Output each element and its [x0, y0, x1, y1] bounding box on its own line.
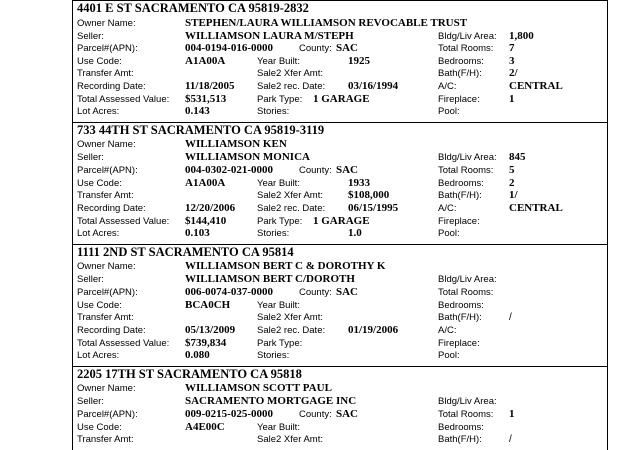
owner-value: WILLIAMSON BERT C & DOROTHY K: [185, 260, 386, 272]
bldg-area-label: Bldg/Liv Area:: [438, 31, 497, 42]
record-row: [72, 349, 608, 362]
bath-label: Bath(F/H):: [438, 434, 482, 445]
total-rooms-value: 5: [509, 164, 515, 176]
sale2-rec-label: Sale2 rec. Date:: [257, 325, 326, 336]
use-code-label: Use Code:: [77, 178, 122, 189]
seller-label: Seller:: [77, 31, 104, 42]
pool-label: Pool:: [438, 228, 460, 239]
assessed-label: Total Assessed Value:: [77, 94, 170, 105]
bath-value: /: [509, 312, 512, 323]
park-type-label: Park Type:: [257, 338, 303, 349]
assessed-label: Total Assessed Value:: [77, 216, 170, 227]
property-record: [72, 122, 608, 241]
record-row: [72, 260, 608, 273]
use-code-value: BCA0CH: [185, 299, 231, 311]
recording-value: 11/18/2005: [185, 80, 235, 92]
use-code-value: A4E00C: [185, 421, 225, 433]
sale2-xfer-value: $108,000: [348, 189, 390, 201]
county-label: County:: [299, 165, 332, 176]
assessed-value: $739,834: [185, 337, 227, 349]
bath-label: Bath(F/H):: [438, 190, 482, 201]
parcel-value: 009-0215-025-0000: [185, 408, 273, 420]
bldg-area-value: 1,800: [509, 30, 534, 42]
seller-value: WILLIAMSON BERT C/DOROTH: [185, 273, 355, 285]
lot-label: Lot Acres:: [77, 228, 120, 239]
county-label: County:: [299, 43, 332, 54]
parcel-value: 004-0302-021-0000: [185, 164, 273, 176]
transfer-label: Transfer Amt:: [77, 312, 134, 323]
county-value: SAC: [336, 164, 359, 176]
use-code-value: A1A00A: [185, 55, 226, 67]
sale2-xfer-label: Sale2 Xfer Amt:: [257, 190, 324, 201]
sale2-xfer-label: Sale2 Xfer Amt:: [257, 312, 324, 323]
transfer-label: Transfer Amt:: [77, 434, 134, 445]
bldg-area-label: Bldg/Liv Area:: [438, 152, 497, 163]
property-address: 733 44TH ST SACRAMENTO CA 95819-3119: [77, 123, 325, 137]
record-row: [72, 286, 608, 299]
total-rooms-value: 7: [509, 42, 515, 54]
sale2-rec-value: 01/19/2006: [348, 324, 399, 336]
year-built-label: Year Built:: [257, 178, 300, 189]
use-code-label: Use Code:: [77, 300, 122, 311]
lot-value: 0.143: [185, 105, 210, 117]
county-value: SAC: [336, 408, 359, 420]
record-row: [72, 382, 608, 395]
ac-label: A/C:: [438, 203, 457, 214]
bedrooms-value: 2: [509, 177, 515, 189]
property-address: 2205 17TH ST SACRAMENTO CA 95818: [77, 367, 302, 381]
owner-label: Owner Name:: [77, 261, 136, 272]
bedrooms-label: Bedrooms:: [438, 178, 484, 189]
fireplace-label: Fireplace:: [438, 94, 480, 105]
owner-value: STEPHEN/LAURA WILLIAMSON REVOCABLE TRUST: [185, 17, 468, 29]
county-value: SAC: [336, 42, 359, 54]
bedrooms-value: 3: [509, 55, 515, 67]
bath-value: /: [509, 434, 512, 445]
stories-value: 1.0: [348, 227, 362, 239]
sale2-rec-value: 06/15/1995: [348, 202, 399, 214]
record-row: [72, 151, 608, 164]
sale2-rec-value: 03/16/1994: [348, 80, 399, 92]
parcel-value: 006-0074-037-0000: [185, 286, 273, 298]
fireplace-label: Fireplace:: [438, 338, 480, 349]
property-address: 4401 E ST SACRAMENTO CA 95819-2832: [77, 1, 309, 15]
ac-label: A/C:: [438, 325, 457, 336]
use-code-value: A1A00A: [185, 177, 226, 189]
year-built-value: 1925: [348, 55, 370, 67]
recording-value: 05/13/2009: [185, 324, 236, 336]
recording-value: 12/20/2006: [185, 202, 236, 214]
property-record: [72, 366, 608, 450]
assessed-value: $531,513: [185, 93, 227, 105]
year-built-label: Year Built:: [257, 422, 300, 433]
property-record: [72, 0, 608, 119]
seller-label: Seller:: [77, 152, 104, 163]
transfer-label: Transfer Amt:: [77, 68, 134, 79]
seller-value: WILLIAMSON MONICA: [185, 151, 310, 163]
transfer-label: Transfer Amt:: [77, 190, 134, 201]
record-row: [72, 138, 608, 151]
year-built-label: Year Built:: [257, 56, 300, 67]
record-row: [72, 324, 608, 337]
assessed-value: $144,410: [185, 215, 227, 227]
bldg-area-label: Bldg/Liv Area:: [438, 274, 497, 285]
record-row: [72, 408, 608, 421]
fireplace-label: Fireplace:: [438, 216, 480, 227]
property-address: 1111 2ND ST SACRAMENTO CA 95814: [77, 245, 294, 259]
park-type-value: 1 GARAGE: [313, 215, 370, 227]
bath-label: Bath(F/H):: [438, 68, 482, 79]
stories-label: Stories:: [257, 228, 290, 239]
pool-label: Pool:: [438, 106, 460, 117]
owner-label: Owner Name:: [77, 383, 136, 394]
county-label: County:: [299, 287, 332, 298]
owner-value: WILLIAMSON SCOTT PAUL: [185, 382, 332, 394]
seller-label: Seller:: [77, 274, 104, 285]
owner-label: Owner Name:: [77, 139, 136, 150]
record-row: [72, 202, 608, 215]
sale2-rec-label: Sale2 rec. Date:: [257, 203, 326, 214]
record-row: [72, 433, 608, 446]
record-row: [72, 395, 608, 408]
property-record: [72, 244, 608, 363]
stories-label: Stories:: [257, 106, 290, 117]
use-code-label: Use Code:: [77, 56, 122, 67]
ac-label: A/C:: [438, 81, 457, 92]
bldg-area-label: Bldg/Liv Area:: [438, 396, 497, 407]
seller-label: Seller:: [77, 396, 104, 407]
record-row: [72, 189, 608, 202]
recording-label: Recording Date:: [77, 203, 146, 214]
assessed-label: Total Assessed Value:: [77, 338, 170, 349]
stories-label: Stories:: [257, 350, 290, 361]
record-row: [72, 42, 608, 55]
bath-label: Bath(F/H):: [438, 312, 482, 323]
parcel-value: 004-0194-016-0000: [185, 42, 273, 54]
ac-value: CENTRAL: [509, 202, 563, 214]
recording-label: Recording Date:: [77, 325, 146, 336]
sale2-xfer-label: Sale2 Xfer Amt:: [257, 68, 324, 79]
sale2-rec-label: Sale2 rec. Date:: [257, 81, 326, 92]
record-row: [72, 164, 608, 177]
total-rooms-label: Total Rooms:: [438, 165, 494, 176]
parcel-label: Parcel#(APN):: [77, 287, 138, 298]
bedrooms-label: Bedrooms:: [438, 56, 484, 67]
use-code-label: Use Code:: [77, 422, 122, 433]
recording-label: Recording Date:: [77, 81, 146, 92]
lot-label: Lot Acres:: [77, 350, 120, 361]
park-type-value: 1 GARAGE: [313, 93, 370, 105]
total-rooms-label: Total Rooms:: [438, 409, 494, 420]
ac-value: CENTRAL: [509, 80, 563, 92]
parcel-label: Parcel#(APN):: [77, 165, 138, 176]
lot-value: 0.080: [185, 349, 210, 361]
record-row: [72, 17, 608, 30]
bedrooms-label: Bedrooms:: [438, 422, 484, 433]
seller-value: SACRAMENTO MORTGAGE INC: [185, 395, 357, 407]
total-rooms-value: 1: [509, 408, 515, 420]
total-rooms-label: Total Rooms:: [438, 43, 494, 54]
sale2-xfer-label: Sale2 Xfer Amt:: [257, 434, 324, 445]
park-type-label: Park Type:: [257, 216, 303, 227]
total-rooms-label: Total Rooms:: [438, 287, 494, 298]
owner-value: WILLIAMSON KEN: [185, 138, 287, 150]
county-value: SAC: [336, 286, 359, 298]
parcel-label: Parcel#(APN):: [77, 43, 138, 54]
record-row: [72, 80, 608, 93]
bedrooms-label: Bedrooms:: [438, 300, 484, 311]
pool-label: Pool:: [438, 350, 460, 361]
record-row: [72, 227, 608, 240]
lot-value: 0.103: [185, 227, 210, 239]
bath-value: 2/: [509, 67, 518, 79]
record-row: [72, 273, 608, 286]
park-type-label: Park Type:: [257, 94, 303, 105]
year-built-value: 1933: [348, 177, 370, 189]
owner-label: Owner Name:: [77, 18, 136, 29]
year-built-label: Year Built:: [257, 300, 300, 311]
parcel-label: Parcel#(APN):: [77, 409, 138, 420]
county-label: County:: [299, 409, 332, 420]
record-row: [72, 311, 608, 324]
record-row: [72, 105, 608, 118]
lot-label: Lot Acres:: [77, 106, 120, 117]
bath-value: 1/: [509, 189, 518, 201]
seller-value: WILLIAMSON LAURA M/STEPH: [185, 30, 354, 42]
bldg-area-value: 845: [509, 151, 526, 163]
record-row: [72, 67, 608, 80]
fireplace-value: 1: [509, 93, 515, 105]
